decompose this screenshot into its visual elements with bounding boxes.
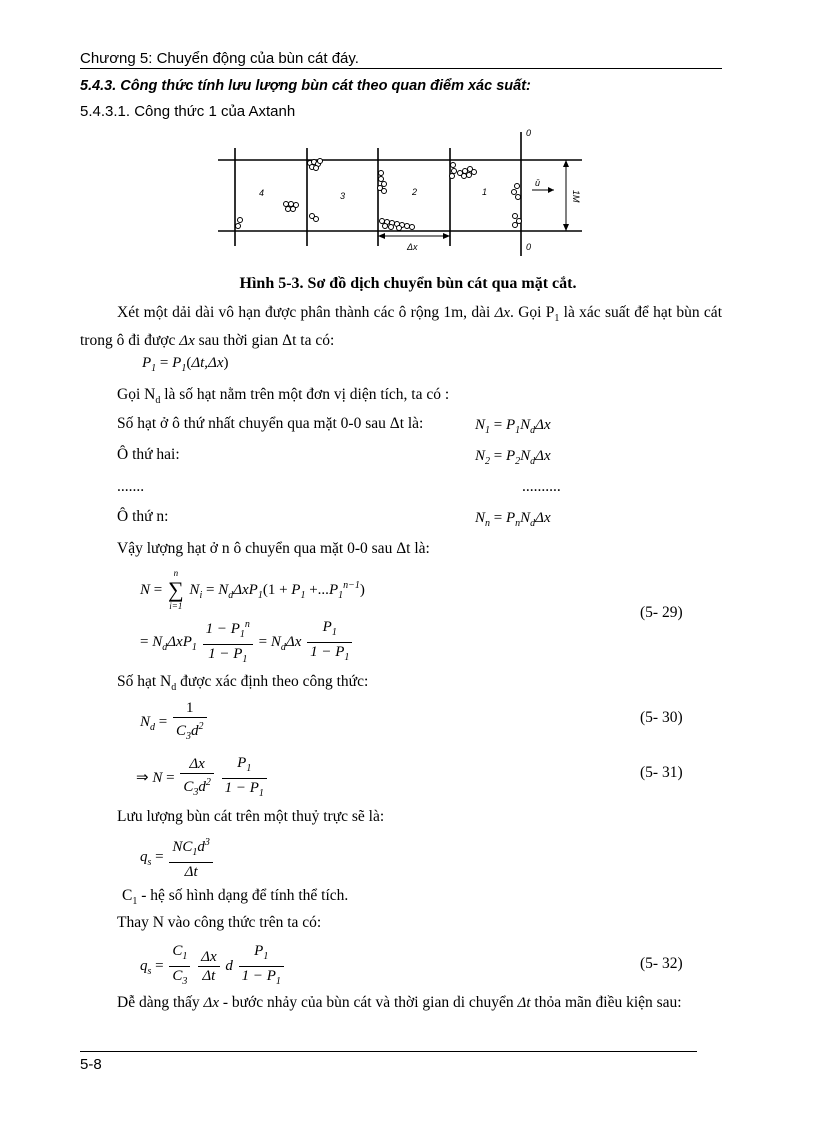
equation-number-29: (5- 29) xyxy=(640,604,683,621)
dots-right: .......... xyxy=(522,478,561,495)
width-label: 1M xyxy=(571,190,581,203)
line-nd-formula-b: được xác định theo công thức: xyxy=(176,673,369,690)
line-c1: $C_1$ - hệ số hình dạng để tính thể tích. xyxy=(122,887,349,908)
page-number: 5-8 xyxy=(80,1056,102,1073)
line-first-cell: Số hạt ở ô thứ nhất chuyển qua mặt 0-0 sau Δt là: xyxy=(117,415,424,432)
header-rule xyxy=(80,68,722,69)
subsection-heading: 5.4.3.1. Công thức 1 của Axtanh xyxy=(80,103,296,120)
equation-sum-result: = $N_d\Delta xP_1$ $\frac{1 - P_1^n}{1 - P_1}$ = $N_d\Delta x$ $\frac{P_1}{1 - P_1}$ xyxy=(140,616,354,669)
cell-4-label: 4 xyxy=(259,188,265,198)
section-top-label: 0 xyxy=(526,128,532,138)
equation-number-32: (5- 32) xyxy=(640,955,683,972)
equation-number-30: (5- 30) xyxy=(640,709,683,726)
cell-3-label: 3 xyxy=(340,191,346,201)
line-nth-cell: Ô thứ n: xyxy=(117,508,169,525)
sediment-transport-diagram xyxy=(214,128,586,260)
dots-left: ....... xyxy=(117,478,145,495)
cell-1-label: 1 xyxy=(482,187,488,197)
equation-n: ⇒ N = $\frac{\Delta x}{C_3d^2}$ $\frac{P_1}{1 - P_1}$ xyxy=(136,754,269,803)
dx-symbol: Δx xyxy=(494,305,511,321)
section-heading: 5.4.3. Công thức tính lưu lượng bùn cát theo quan điểm xác suất: xyxy=(80,78,531,94)
line-nd: Gọi $N_d$ là số hạt nằm trên một đơn vị diện tích, ta có : xyxy=(117,386,450,407)
equation-qs: $q_s$ = $\frac{NC_1d^3}{\Delta t}$ xyxy=(140,834,215,881)
line-second-cell: Ô thứ hai: xyxy=(117,446,180,463)
equation-nd: $N_d$ = $\frac{1}{C_3d^2}$ xyxy=(140,699,209,746)
line-nd-formula-a: Số hạt N xyxy=(117,673,172,690)
velocity-label: ū xyxy=(535,178,541,188)
intro-text-c: là xác suất để hạt bùn cát trong ô đi được xyxy=(80,304,722,350)
line-nd-a: Gọi N xyxy=(117,386,156,403)
cell-2-label: 2 xyxy=(412,187,418,197)
equation-sum: N = n ∑ i=1 $N_i = N_d\Delta xP_1(1 + P_1 +...P_1^{n-1})$ xyxy=(140,568,365,611)
paragraph-intro: Xét một dải dài vô hạn được phân thành các ô rộng 1m, dài Δx. Gọi $P_1$ là xác suất để hạt bùn cát trong ô đi được Δx sau thời gian Δt ta có: xyxy=(80,304,722,350)
dx-label: Δx xyxy=(407,242,418,252)
intro-text-b: . Gọi P xyxy=(510,304,555,321)
equation-n2: $N_2 = P_2N_d\Delta x$ xyxy=(475,448,551,467)
figure-caption: Hình 5-3. Sơ đồ dịch chuyển bùn cát qua mặt cắt. xyxy=(239,275,577,292)
conclusion-text-a: Dễ dàng thấy xyxy=(117,994,204,1011)
line-substitute: Thay N vào công thức trên ta có: xyxy=(117,914,322,931)
equation-nn: $N_n = P_nN_d\Delta x$ xyxy=(475,510,551,529)
chapter-header: Chương 5: Chuyển động của bùn cát đáy. xyxy=(80,50,359,67)
line-c1-text: - hệ số hình dạng để tính thể tích. xyxy=(137,887,349,904)
line-nd-formula: Số hạt $N_d$ được xác định theo công thức: xyxy=(117,673,369,694)
line-nd-b: là số hạt nằm trên một đơn vị diện tích, ta có : xyxy=(160,386,450,403)
conclusion-text-b: - bước nhảy của bùn cát và thời gian di chuyển xyxy=(218,994,518,1011)
line-total: Vậy lượng hạt ở n ô chuyển qua mặt 0-0 sau Δt là: xyxy=(117,540,430,557)
line-flow: Lưu lượng bùn cát trên một thuỷ trực sẽ là: xyxy=(117,808,385,825)
equation-p1: $P_1 = P_1(\Delta t,\Delta x)$ xyxy=(142,355,229,374)
intro-text-d: sau thời gian Δt ta có: xyxy=(194,332,335,350)
dx-symbol-3: Δx xyxy=(203,995,219,1011)
intro-text-a: Xét một dải dài vô hạn được phân thành các ô rộng 1m, dài xyxy=(117,304,495,321)
paragraph-conclusion xyxy=(80,992,722,1014)
section-bottom-label: 0 xyxy=(526,242,532,252)
equation-qs-final: $q_s$ = $\frac{C_1}{C_3}$ $\frac{\Delta x}{\Delta t}$ d $\frac{P_1}{1 - P_1}$ xyxy=(140,942,286,991)
conclusion-text-c: thỏa mãn điều kiện sau: xyxy=(530,994,682,1011)
equation-n1: $N_1 = P_1N_d\Delta x$ xyxy=(475,417,551,436)
dx-symbol-2: Δx xyxy=(179,333,195,350)
dt-symbol: Δt xyxy=(517,995,531,1011)
equation-number-31: (5- 31) xyxy=(640,764,683,781)
footer-rule xyxy=(80,1051,697,1052)
